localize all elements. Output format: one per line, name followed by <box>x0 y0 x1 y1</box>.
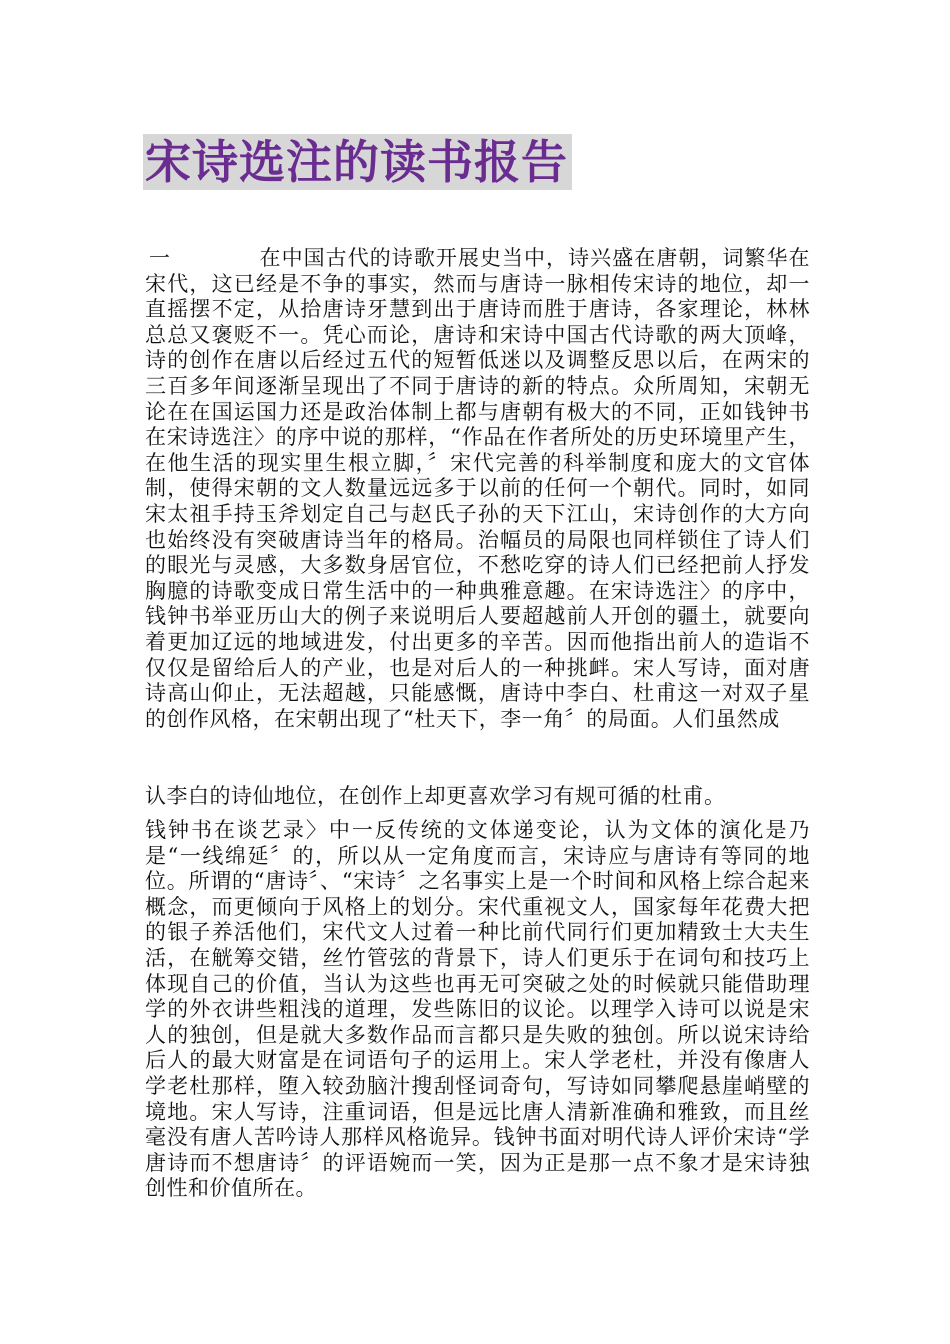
paragraph-1-text: 在中国古代的诗歌开展史当中，诗兴盛在唐朝，词繁华在宋代，这已经是不争的事实，然而与唐诗一脉相传宋诗的地位，却一直摇摆不定，从拾唐诗牙慧到出于唐诗而胜于唐诗，各家理论，林林总总又褒贬不一。凭心而论，唐诗和宋诗中国古代诗歌的两大顶峰，诗的创作在唐以后经过五代的短暂低迷以及调整反思以后，在两宋的三百多年间逐渐呈现出了不同于唐诗的新的特点。众所周知，宋朝无论在在国运国力还是政治体制上都与唐朝有极大的不同，正如钱钟书在宋诗选注〉的序中说的那样，“作品在作者所处的历史环境里产生，在他生活的现实里生根立脚，〞宋代完善的科举制度和庞大的文官体制，使得宋朝的文人数量远远多于以前的任何一个朝代。同时，如同宋太祖手持玉斧划定自己与赵氏子孙的天下江山，宋诗创作的大方向也始终没有突破唐诗当年的格局。治幅员的局限也同样锁住了诗人们的眼光与灵感，大多数身居官位，不愁吃穿的诗人们已经把前人抒发胸臆的诗歌变成日常生活中的一种典雅意趣。在宋诗选注〉的序中，钱钟书举亚历山大的例子来说明后人要超越前人开创的疆土，就要向着更加辽远的地域进发，付出更多的辛苦。因而他指出前人的造诣不仅仅是留给后人的产业，也是对后人的一种挑衅。宋人写诗，面对唐诗高山仰止，无法超越，只能感慨，唐诗中李白、杜甫这一对双子星的创作风格，在宋朝出现了“杜天下，李一角〞的局面。人们虽然成 <box>145 246 810 731</box>
paragraph-2: 认李白的诗仙地位，在创作上却更喜欢学习有规可循的杜甫。 <box>145 784 726 808</box>
document-title: 宋诗选注的读书报告 <box>143 134 572 190</box>
paragraph-1 <box>145 246 810 732</box>
paragraph-1-lead: 一 <box>149 246 171 270</box>
paragraph-3: 钱钟书在谈艺录〉中一反传统的文体递变论，认为文体的演化是乃是“一线绵延〞的，所以从一定角度而言，宋诗应与唐诗有等同的地位。所谓的“唐诗〞、“宋诗〞之名事实上是一个时间和风格上综合起来概念，而更倾向于风格上的划分。宋代重视文人，国家每年花费大把的银子养活他们，宋代文人过着一种比前代同行们更加精致士大夫生活，在觥筹交错，丝竹管弦的背景下，诗人们更乐于在词句和技巧上体现自己的价值，当认为这些也再无可突破之处的时候就只能借助理学的外衣讲些粗浅的道理，发些陈旧的议论。以理学入诗可以说是宋人的独创，但是就大多数作品而言都只是失败的独创。所以说宋诗给后人的最大财富是在词语句子的运用上。宋人学老杜，并没有像唐人学老杜那样，堕入较劲脑汁搜刮怪词奇句，写诗如同攀爬悬崖峭壁的境地。宋人写诗，注重词语，但是远比唐人清新准确和雅致，而且丝毫没有唐人苦吟诗人那样风格诡异。钱钟书面对明代诗人评价宋诗“学唐诗而不想唐诗〞的评语婉而一笑，因为正是那一点不象才是宋诗独创性和价值所在。 <box>145 818 810 1201</box>
